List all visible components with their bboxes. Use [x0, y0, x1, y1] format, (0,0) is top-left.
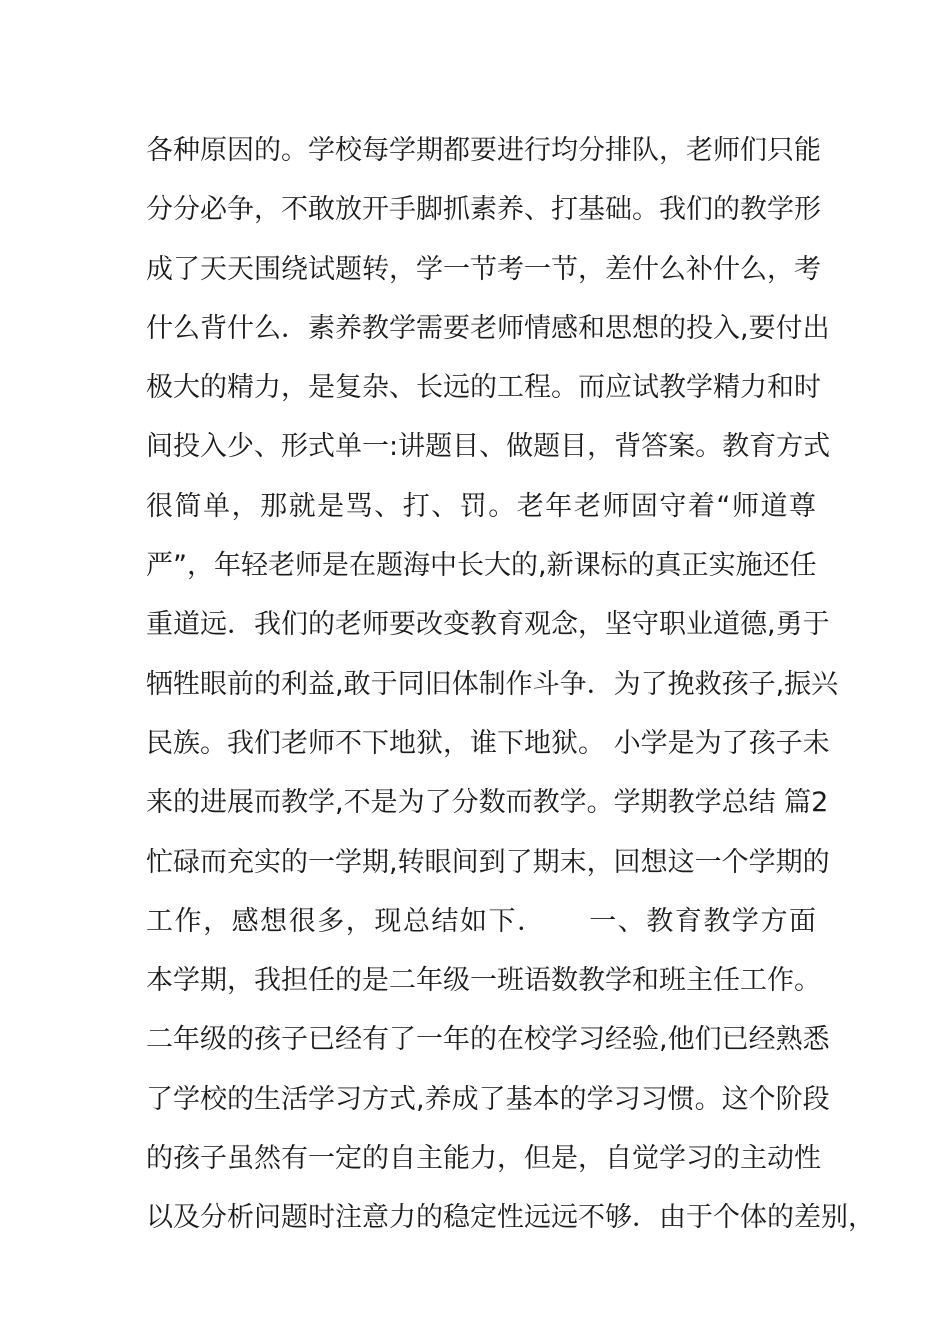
text-line: 什么背什么．素养教学需要老师情感和思想的投入,要付出 — [146, 312, 830, 344]
text-line: 来的进展而教学,不是为了分数而教学。学期教学总结 篇2 — [146, 787, 829, 819]
text-line: 的孩子虽然有一定的自主能力，但是，自觉学习的主动性 — [146, 1143, 821, 1175]
text-line: 工作，感想很多，现总结如下． 一、教育教学方面 — [146, 905, 816, 937]
text-line: 极大的精力，是复杂、长远的工程。而应试教学精力和时 — [146, 372, 821, 404]
body-text — [146, 128, 875, 1255]
text-line: 民族。我们老师不下地狱，谁下地狱。 小学是为了孩子未 — [146, 727, 830, 759]
text-line: 很简单，那就是骂、打、罚。老年老师固守着“师道尊 — [146, 490, 816, 522]
text-line: 本学期，我担任的是二年级一班语数教学和班主任工作。 — [146, 965, 821, 997]
text-line: 成了天天围绕试题转，学一节考一节，差什么补什么，考 — [146, 253, 821, 285]
text-line: 各种原因的。学校每学期都要进行均分排队，老师们只能 — [146, 135, 821, 166]
text-line: 严”，年轻老师是在题海中长大的,新课标的真正实施还任 — [146, 550, 817, 582]
text-line: 重道远．我们的老师要改变教育观念，坚守职业道德,勇于 — [146, 609, 830, 641]
text-line: 分分必争，不敢放开手脚抓素养、打基础。我们的教学形 — [146, 194, 821, 226]
text-line: 忙碌而充实的一学期,转眼间到了期末，回想这一个学期的 — [146, 846, 830, 878]
text-line: 以及分析问题时注意力的稳定性远远不够．由于个体的差别， — [146, 1202, 875, 1234]
text-line: 牺牲眼前的利益,敢于同旧体制作斗争．为了挽救孩子,振兴 — [146, 668, 839, 700]
text-line: 间投入少、形式单一:讲题目、做题目，背答案。教育方式 — [146, 431, 831, 463]
text-line: 二年级的孩子已经有了一年的在校学习经验,他们已经熟悉 — [146, 1024, 830, 1056]
text-line: 了学校的生活学习方式,养成了基本的学习习惯。这个阶段 — [146, 1083, 830, 1115]
